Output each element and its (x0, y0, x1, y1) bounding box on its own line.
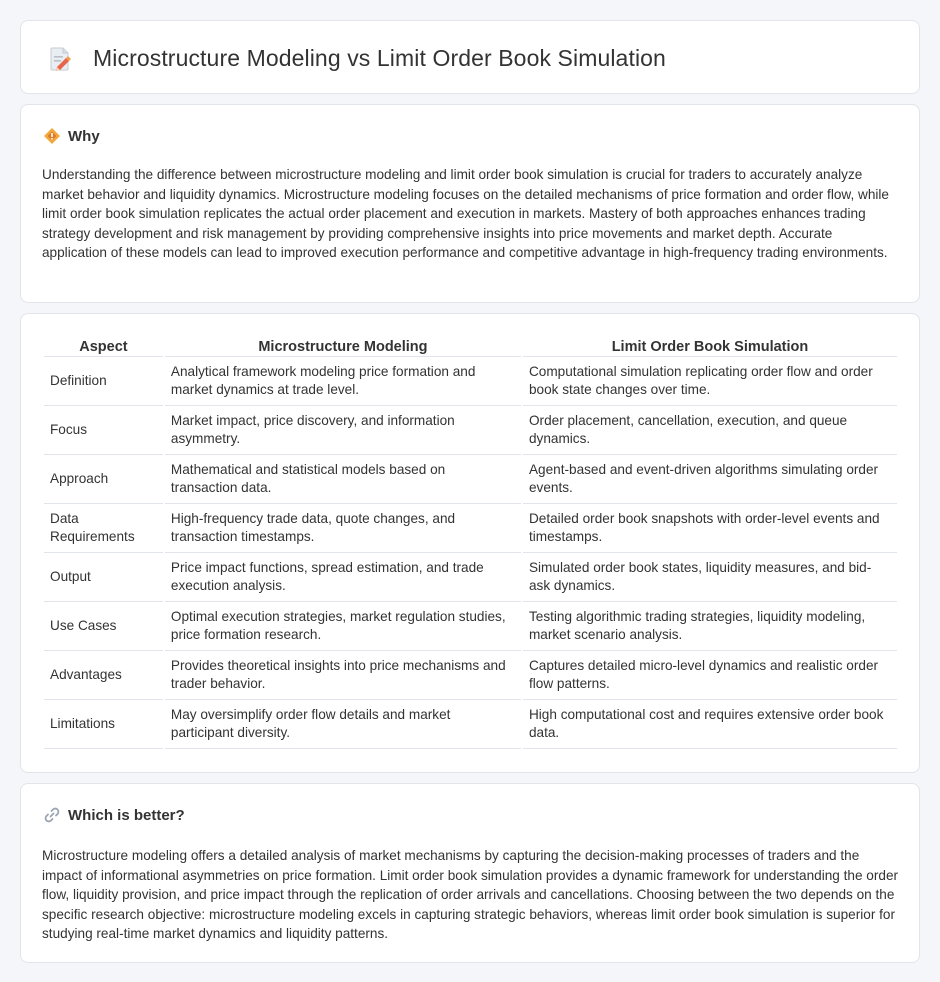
table-row (44, 406, 897, 455)
lob-cell: Captures detailed micro-level dynamics and realistic order flow patterns. (523, 651, 897, 700)
better-header (43, 806, 185, 824)
lob-cell: High computational cost and requires extensive order book data. (523, 700, 897, 749)
lob-cell: Computational simulation replicating order flow and order book state changes over time. (523, 357, 897, 406)
microstructure-cell: Optimal execution strategies, market regulation studies, price formation research. (165, 602, 521, 651)
better-body: Microstructure modeling offers a detailed analysis of market mechanisms by capturing the decision-making processes of traders and the impact of informational asymmetries on price formation. Limit order book simulation provides a dynamic framework for understanding the order flow, liquidity provision, and price impact through the replication of order arrivals and cancellations. Choosing between the two depends on the specific research objective: microstructure modeling excels in capturing strategic behaviors, whereas limit order book simulation is superior for studying real-time market dynamics and liquidity patterns. (42, 848, 899, 941)
diamond-icon (43, 127, 61, 145)
lob-cell: Order placement, cancellation, execution, and queue dynamics. (523, 406, 897, 455)
table-row (44, 602, 897, 651)
aspect-cell: Limitations (44, 700, 163, 749)
header-microstructure: Microstructure Modeling (165, 336, 521, 357)
aspect-cell: Use Cases (44, 602, 163, 651)
why-section (20, 104, 920, 303)
microstructure-cell: Provides theoretical insights into price mechanisms and trader behavior. (165, 651, 521, 700)
aspect-cell: Data Requirements (44, 504, 163, 553)
why-heading: Why (68, 127, 100, 145)
aspect-cell: Focus (44, 406, 163, 455)
lob-cell: Agent-based and event-driven algorithms simulating order events. (523, 455, 897, 504)
aspect-cell: Output (44, 553, 163, 602)
table-row (44, 455, 897, 504)
table-header-row (44, 336, 897, 357)
microstructure-cell: Market impact, price discovery, and information asymmetry. (165, 406, 521, 455)
header-lob-simulation: Limit Order Book Simulation (523, 336, 897, 357)
which-better-section (20, 783, 920, 963)
microstructure-cell: Price impact functions, spread estimation, and trade execution analysis. (165, 553, 521, 602)
better-heading: Which is better? (68, 806, 185, 824)
comparison-section (20, 313, 920, 773)
why-header (43, 127, 100, 145)
lob-cell: Simulated order book states, liquidity measures, and bid-ask dynamics. (523, 553, 897, 602)
lob-cell: Detailed order book snapshots with order-level events and timestamps. (523, 504, 897, 553)
microstructure-cell: Mathematical and statistical models based on transaction data. (165, 455, 521, 504)
aspect-cell: Definition (44, 357, 163, 406)
table-row (44, 504, 897, 553)
microstructure-cell: May oversimplify order flow details and market participant diversity. (165, 700, 521, 749)
comparison-table (42, 336, 899, 749)
table-row (44, 553, 897, 602)
microstructure-cell: Analytical framework modeling price formation and market dynamics at trade level. (165, 357, 521, 406)
header-aspect: Aspect (44, 336, 163, 357)
table-row (44, 357, 897, 406)
aspect-cell: Approach (44, 455, 163, 504)
lob-cell: Testing algorithmic trading strategies, liquidity modeling, market scenario analysis. (523, 602, 897, 651)
aspect-cell: Advantages (44, 651, 163, 700)
table-row (44, 700, 897, 749)
microstructure-cell: High-frequency trade data, quote changes, and transaction timestamps. (165, 504, 521, 553)
title-card (20, 20, 920, 94)
title-bar (47, 45, 666, 72)
page-title: Microstructure Modeling vs Limit Order Book Simulation (93, 45, 666, 71)
why-body: Understanding the difference between microstructure modeling and limit order book simulation is crucial for traders to accurately analyze market behavior and liquidity dynamics. Microstructure modeling focuses on the detailed mechanisms of price formation and order flow, while limit order book simulation replicates the actual order placement and execution in markets. Mastery of both approaches enhances trading strategy development and risk management by providing comprehensive insights into price movements and market depth. Accurate application of these models can lead to improved execution performance and competitive advantage in high-frequency trading environments. (42, 167, 889, 260)
link-icon (43, 806, 61, 824)
table-row (44, 651, 897, 700)
document-pencil-icon (47, 46, 73, 72)
